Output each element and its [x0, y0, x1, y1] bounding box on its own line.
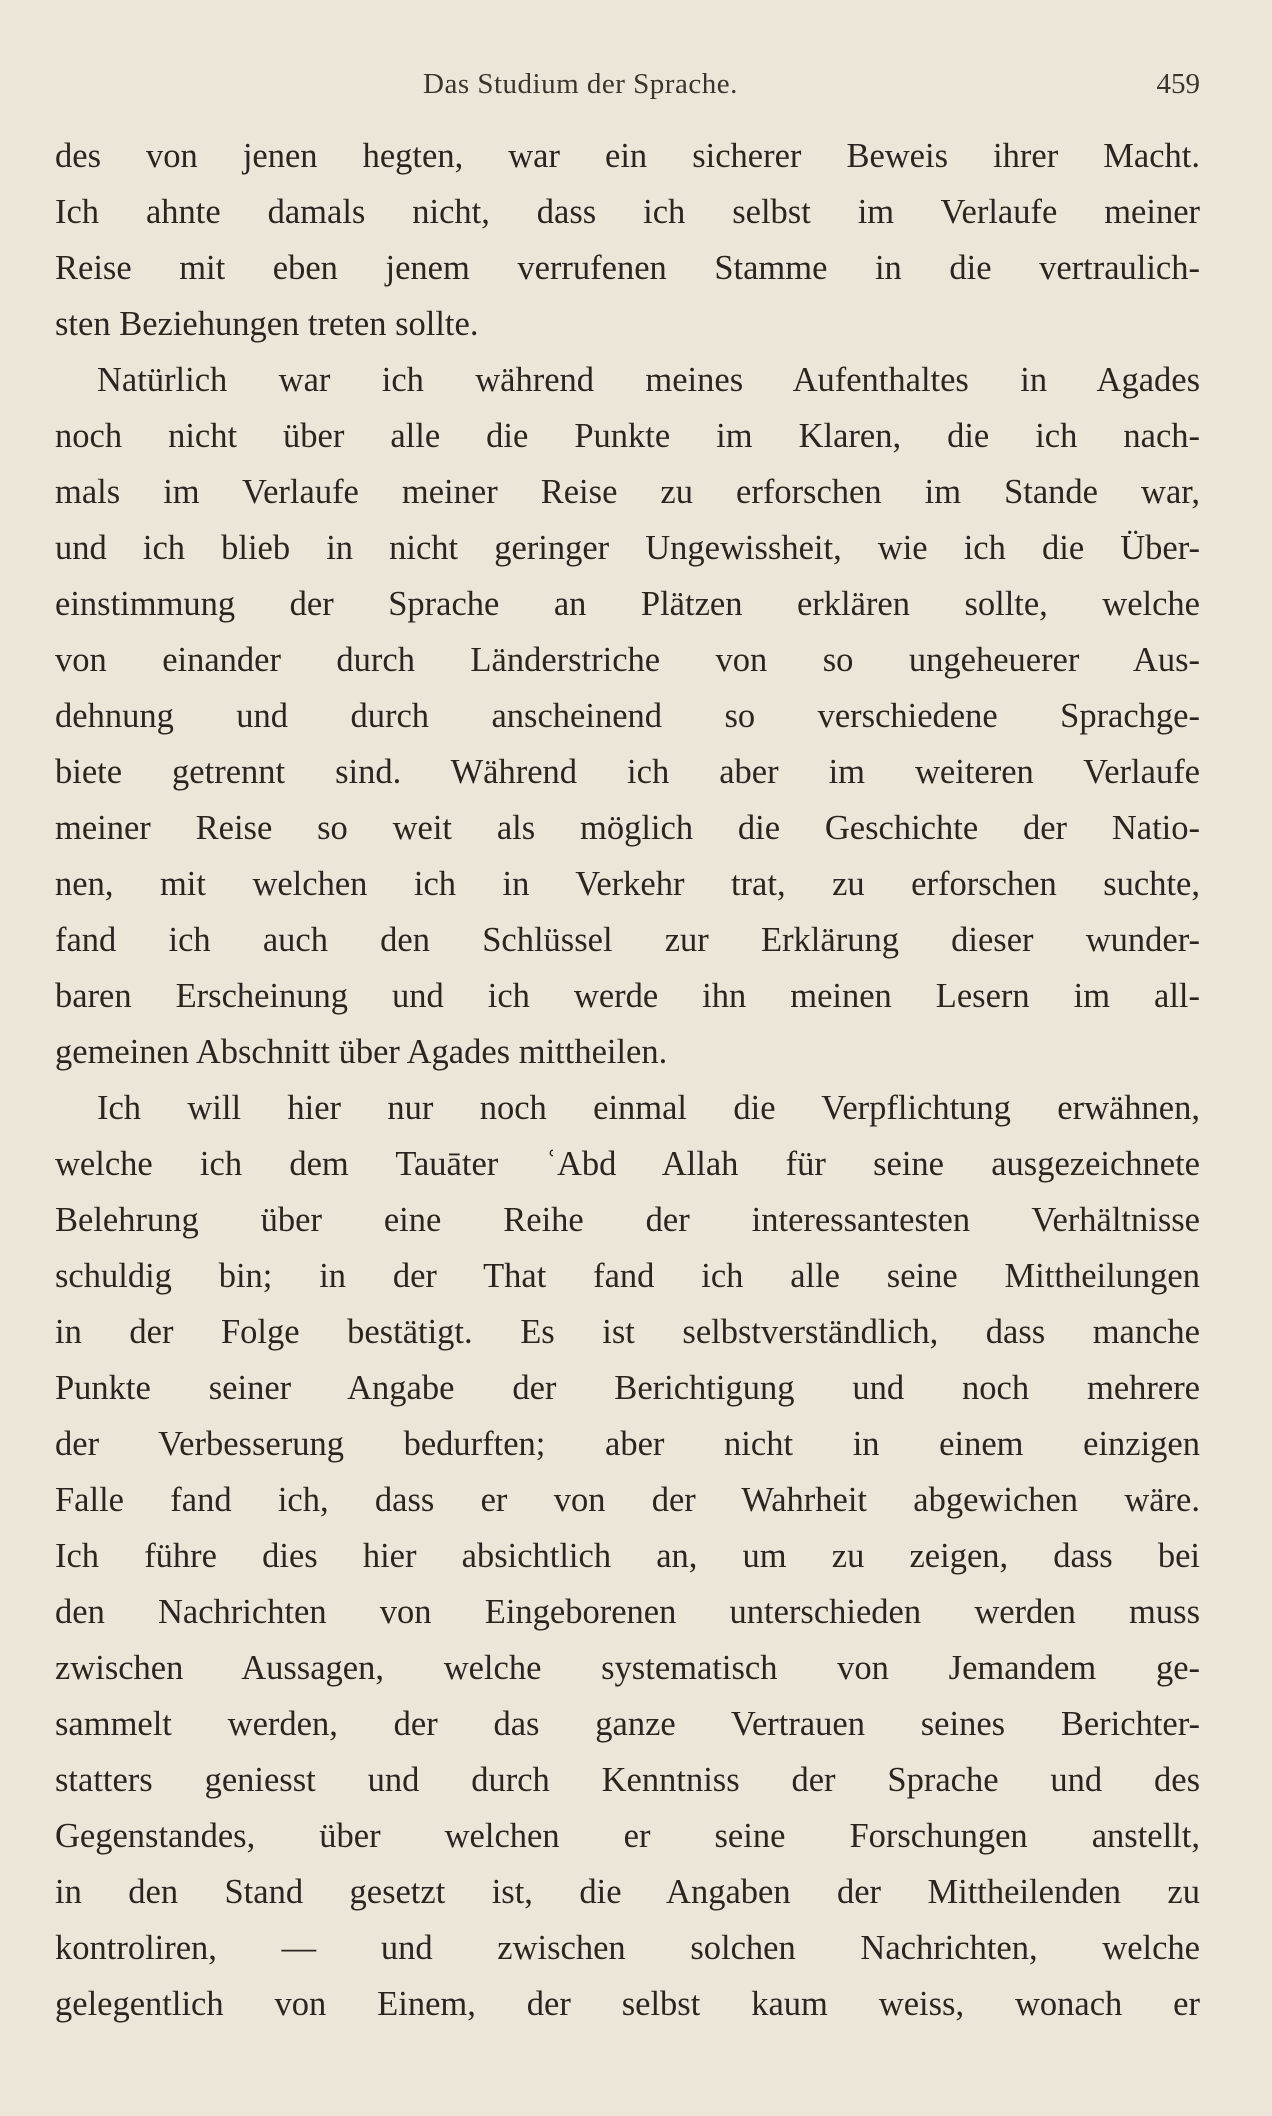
body-text [55, 128, 1200, 2032]
text-line: statters geniesst und durch Kenntniss der Sprache und des [55, 1761, 1200, 1799]
text-line: Natürlich war ich während meines Aufenthaltes in Agades [97, 361, 1200, 399]
text-line: Reise mit eben jenem verrufenen Stamme in die vertraulich- [55, 249, 1200, 287]
text-line: fand ich auch den Schlüssel zur Erklärung dieser wunder- [55, 921, 1200, 959]
text-line: baren Erscheinung und ich werde ihn meinen Lesern im all- [55, 977, 1200, 1015]
text-line: nen, mit welchen ich in Verkehr trat, zu erforschen suchte, [55, 865, 1200, 903]
text-line: Belehrung über eine Reihe der interessantesten Verhältnisse [55, 1201, 1200, 1239]
text-line: sammelt werden, der das ganze Vertrauen seines Berichter- [55, 1705, 1200, 1743]
text-line: noch nicht über alle die Punkte im Klaren, die ich nach- [55, 417, 1200, 455]
text-line: und ich blieb in nicht geringer Ungewissheit, wie ich die Über- [55, 529, 1200, 567]
running-head: Das Studium der Sprache. [423, 68, 738, 100]
text-line: Ich will hier nur noch einmal die Verpflichtung erwähnen, [97, 1089, 1200, 1127]
text-line: in den Stand gesetzt ist, die Angaben der Mittheilenden zu [55, 1873, 1200, 1911]
text-line: gelegentlich von Einem, der selbst kaum weiss, wonach er [55, 1985, 1200, 2023]
text-line: von einander durch Länderstriche von so ungeheuerer Aus- [55, 641, 1200, 679]
text-line: meiner Reise so weit als möglich die Geschichte der Natio- [55, 809, 1200, 847]
text-line: Ich ahnte damals nicht, dass ich selbst im Verlaufe meiner [55, 193, 1200, 231]
text-line: mals im Verlaufe meiner Reise zu erforschen im Stande war, [55, 473, 1200, 511]
text-line: des von jenen hegten, war ein sicherer Beweis ihrer Macht. [55, 137, 1200, 175]
text-line: in der Folge bestätigt. Es ist selbstverständlich, dass manche [55, 1313, 1200, 1351]
text-line: dehnung und durch anscheinend so verschiedene Sprachge- [55, 697, 1200, 735]
text-line: zwischen Aussagen, welche systematisch von Jemandem ge- [55, 1649, 1200, 1687]
text-line: welche ich dem Tauāter ʿAbd Allah für seine ausgezeichnete [55, 1145, 1200, 1183]
text-line: der Verbesserung bedurften; aber nicht in einem einzigen [55, 1425, 1200, 1463]
text-line: biete getrennt sind. Während ich aber im weiteren Verlaufe [55, 753, 1200, 791]
text-line: gemeinen Abschnitt über Agades mittheilen. [55, 1033, 668, 1071]
page-number: 459 [1156, 68, 1200, 100]
text-line: einstimmung der Sprache an Plätzen erklären sollte, welche [55, 585, 1200, 623]
page-header [55, 60, 1200, 110]
text-line: Gegenstandes, über welchen er seine Forschungen anstellt, [55, 1817, 1200, 1855]
text-line: kontroliren, — und zwischen solchen Nachrichten, welche [55, 1929, 1200, 1967]
text-line: den Nachrichten von Eingeborenen unterschieden werden muss [55, 1593, 1200, 1631]
text-line: Ich führe dies hier absichtlich an, um zu zeigen, dass bei [55, 1537, 1200, 1575]
text-line: Falle fand ich, dass er von der Wahrheit abgewichen wäre. [55, 1481, 1200, 1519]
text-line: schuldig bin; in der That fand ich alle seine Mittheilungen [55, 1257, 1200, 1295]
text-line: sten Beziehungen treten sollte. [55, 305, 479, 343]
text-line: Punkte seiner Angabe der Berichtigung und noch mehrere [55, 1369, 1200, 1407]
